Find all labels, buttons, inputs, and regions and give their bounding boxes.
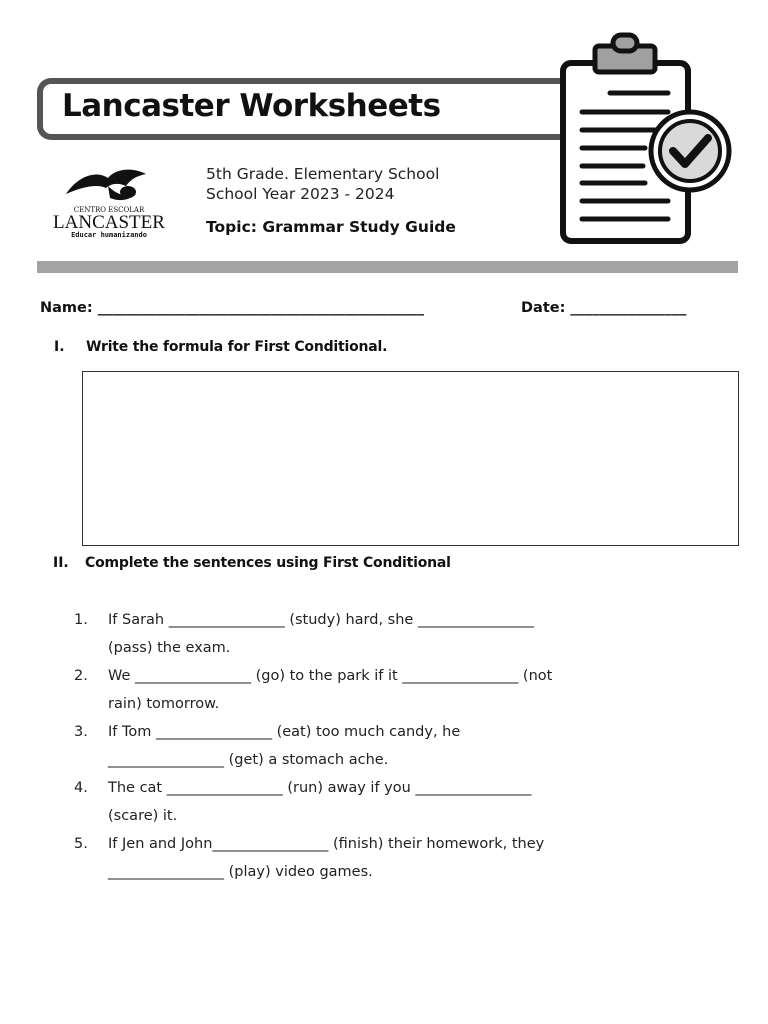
question-2-line-2: rain) tomorrow. [108,696,220,712]
question-3-line-1: If Tom ________________ (eat) too much candy, he [108,724,461,740]
school-year-line: School Year 2023 - 2024 [206,185,395,203]
section-1-title: Write the formula for First Conditional. [86,339,388,355]
question-1-line-2: (pass) the exam. [108,640,231,656]
question-5-number: 5. [74,836,88,852]
question-1-line-1: If Sarah ________________ (study) hard, she ________________ [108,612,534,628]
worksheet-title: Lancaster Worksheets [62,88,441,124]
question-5-line-2: ________________ (play) video games. [108,864,373,880]
section-2-number: II. [53,555,69,571]
date-field[interactable]: Date: ________________ [521,300,687,316]
clipboard-check-icon [555,30,740,248]
question-1-number: 1. [74,612,88,628]
name-field[interactable]: Name: _____________________________________________ [40,300,424,316]
question-2-line-1: We ________________ (go) to the park if it ________________ (not [108,668,553,684]
question-4-line-1: The cat ________________ (run) away if you ________________ [108,780,532,796]
grade-line: 5th Grade. Elementary School [206,165,440,183]
header-divider [37,261,738,273]
topic-line: Topic: Grammar Study Guide [206,218,456,236]
logo-top-text: CENTRO ESCOLAR [73,206,145,214]
question-2-number: 2. [74,668,88,684]
logo-motto: Educar humanizando [71,231,147,239]
section-1-number: I. [54,339,65,355]
question-5-line-1: If Jen and John________________ (finish) their homework, they [108,836,545,852]
question-4-number: 4. [74,780,88,796]
question-3-line-2: ________________ (get) a stomach ache. [108,752,389,768]
school-logo [44,164,174,240]
logo-name: LANCASTER [53,212,165,233]
question-4-line-2: (scare) it. [108,808,178,824]
eagle-logo-icon [66,170,146,200]
question-3-number: 3. [74,724,88,740]
formula-answer-box[interactable] [82,371,739,546]
section-2-title: Complete the sentences using First Conditional [85,555,451,571]
